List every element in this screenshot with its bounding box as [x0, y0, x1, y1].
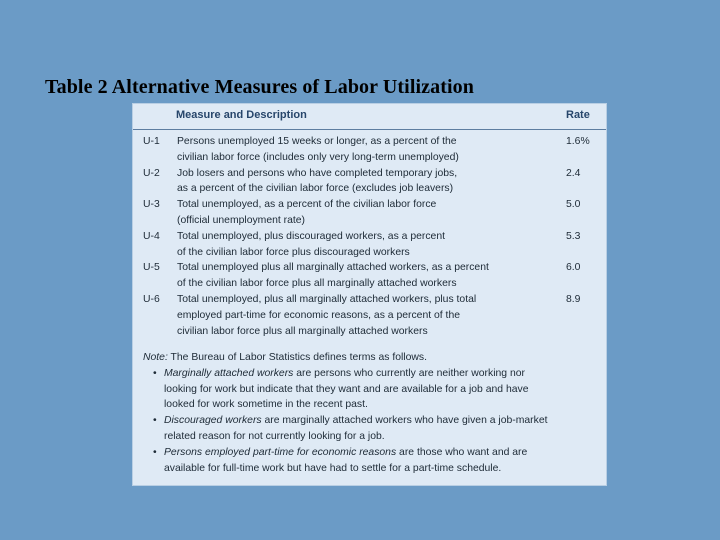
definition-line: looking for work but indicate that they want and are available for a job and have: [164, 383, 529, 395]
definition-rest: are marginally attached workers who have given a job-market: [261, 415, 548, 427]
definition-rest: are persons who currently are neither working nor: [293, 367, 525, 379]
table-row-u1: [133, 134, 606, 166]
definition-text: [164, 413, 598, 429]
measure-code: U-1: [143, 136, 160, 147]
measure-description: [177, 166, 533, 198]
note-intro-text: The Bureau of Labor Statistics defines terms as follows.: [167, 352, 427, 363]
measure-rate: 1.6%: [566, 136, 590, 147]
description-line: civilian labor force plus all marginally attached workers: [177, 325, 428, 337]
measure-code: U-2: [143, 167, 160, 179]
measure-rate: 6.0: [566, 262, 581, 274]
note-intro: [143, 350, 598, 366]
measure-code: U-5: [143, 262, 160, 274]
definition-text: [164, 445, 598, 461]
note-definition-item: [143, 366, 598, 413]
measure-description: [177, 260, 533, 292]
note-definition-item: [143, 413, 598, 445]
measure-rate: 5.3: [566, 230, 581, 242]
table-row-u4: [133, 229, 606, 261]
measure-code: U-6: [143, 293, 160, 305]
table-row-u3: [133, 197, 606, 229]
note-definitions-list: [143, 366, 598, 477]
table-body: [133, 134, 606, 339]
definition-line: looked for work sometime in the recent past.: [164, 399, 368, 411]
column-header-rate: Rate: [566, 109, 590, 121]
note-definition-item: [143, 445, 598, 477]
description-line: Job losers and persons who have completed temporary jobs,: [177, 167, 458, 179]
bullet-icon: •: [153, 367, 157, 379]
description-line: Total unemployed, plus discouraged workers, as a percent: [177, 230, 445, 242]
measure-rate: 2.4: [566, 167, 581, 179]
measure-description: [177, 197, 533, 229]
column-header-measure: Measure and Description: [176, 109, 307, 121]
measure-code: U-4: [143, 230, 160, 242]
description-line: as a percent of the civilian labor force (excludes job leavers): [177, 183, 454, 195]
definition-line: available for full-time work but have had to settle for a part-time schedule.: [164, 462, 502, 474]
bullet-icon: •: [153, 415, 157, 427]
measure-description: [177, 134, 533, 166]
defined-term: Marginally attached workers: [164, 367, 294, 379]
bullet-icon: •: [153, 446, 157, 458]
note-label: Note:: [143, 352, 168, 363]
description-line: Total unemployed, plus all marginally attached workers, plus total: [177, 293, 477, 305]
table-note: [143, 350, 598, 476]
description-line: (official unemployment rate): [177, 214, 306, 226]
definition-rest: are those who want and are: [396, 446, 528, 458]
measure-code: U-3: [143, 199, 160, 211]
description-line: of the civilian labor force plus discouraged workers: [177, 246, 410, 258]
table-row-u5: [133, 260, 606, 292]
description-line: Total unemployed plus all marginally attached workers, as a percent: [177, 262, 489, 274]
table-row-u6: [133, 292, 606, 339]
measure-description: [177, 292, 533, 339]
measure-rate: 8.9: [566, 293, 581, 305]
description-line: Total unemployed, as a percent of the civilian labor force: [177, 199, 437, 211]
defined-term: Discouraged workers: [164, 415, 262, 427]
defined-term: Persons employed part-time for economic reasons: [164, 446, 397, 458]
definition-line: related reason for not currently looking for a job.: [164, 430, 385, 442]
table-row-u2: [133, 166, 606, 198]
labor-measures-table: [132, 103, 607, 486]
measure-rate: 5.0: [566, 199, 581, 211]
measure-description: [177, 229, 533, 261]
table-header: [133, 104, 606, 130]
definition-text: [164, 366, 598, 382]
description-line: Persons unemployed 15 weeks or longer, as a percent of the: [177, 136, 457, 147]
description-line: of the civilian labor force plus all marginally attached workers: [177, 278, 457, 290]
slide-title: Table 2 Alternative Measures of Labor Utilization: [45, 76, 474, 98]
description-line: employed part-time for economic reasons, as a percent of the: [177, 309, 460, 321]
description-line: civilian labor force (includes only very long-term unemployed): [177, 151, 459, 163]
